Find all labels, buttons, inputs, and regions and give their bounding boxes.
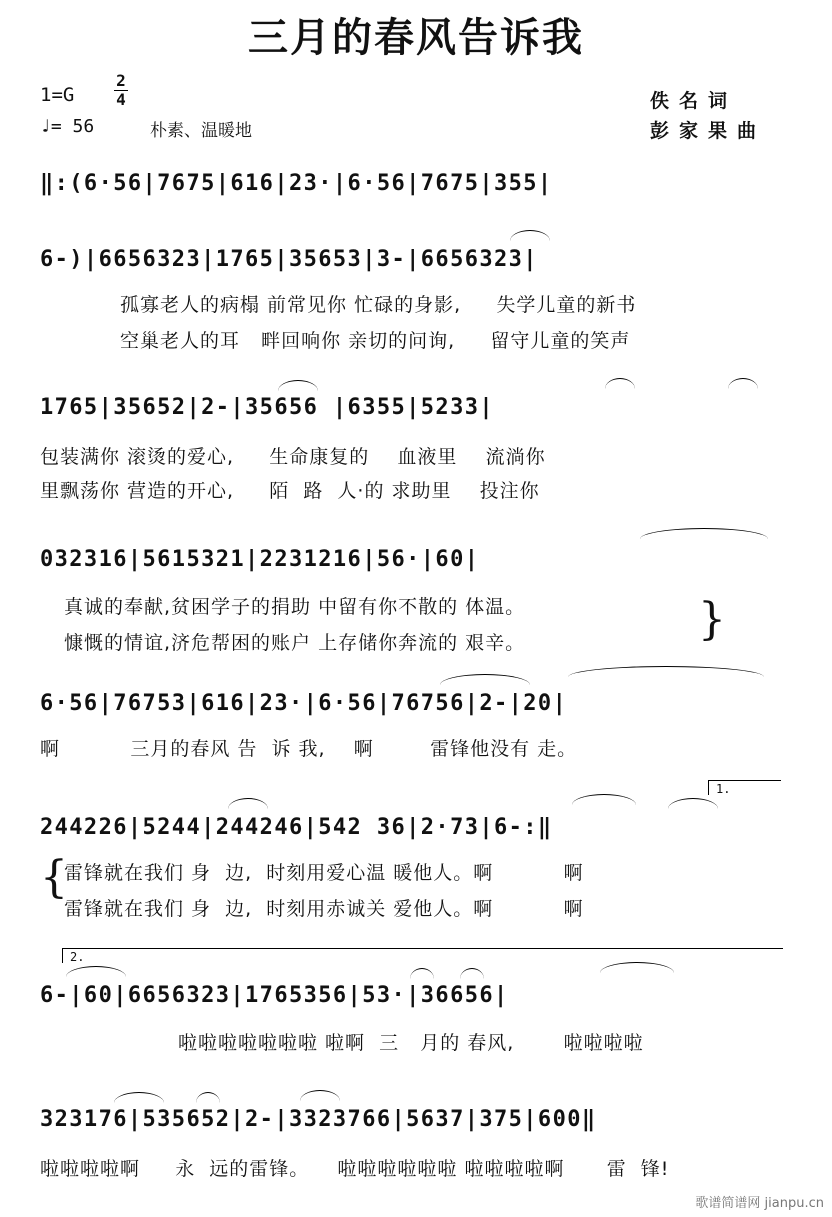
- slur-mark: [640, 528, 768, 539]
- brace-icon: }: [698, 594, 726, 645]
- lyric-row-3-verse-1: 包装满你 滚烫的爱心, 生命康复的 血液里 流淌你: [40, 446, 546, 468]
- slur-mark: [66, 966, 126, 977]
- notation-row-5: 6·56|76753|616|23·|6·56|76756|2-|20|: [40, 691, 568, 716]
- watermark: 歌谱简谱网 jianpu.cn: [695, 1196, 824, 1211]
- lyricist-credit: 佚名词: [650, 90, 738, 112]
- slur-mark: [460, 968, 484, 979]
- slur-mark: [300, 1090, 340, 1101]
- lyric-row-4-verse-2: 慷慨的情谊,济危帮困的账户 上存储你奔流的 艰辛。: [64, 632, 526, 654]
- slur-mark: [196, 1092, 220, 1103]
- slur-mark: [600, 962, 674, 973]
- slur-mark: [440, 674, 530, 685]
- notation-row-1: ‖:(6·56|7675|616|23·|6·56|7675|355|: [40, 171, 553, 196]
- slur-mark: [410, 968, 434, 979]
- lyric-row-6-verse-2: 雷锋就在我们 身 边, 时刻用赤诚关 爱他人。啊 啊: [64, 898, 584, 920]
- slur-mark: [114, 1092, 164, 1103]
- notation-row-7: 6-|60|6656323|1765356|53·|36656|: [40, 983, 509, 1008]
- brace-left-icon: {: [40, 852, 68, 903]
- slur-mark: [572, 794, 636, 805]
- volta-label-2: 2.: [70, 950, 85, 964]
- mood-marking: 朴素、温暖地: [150, 121, 252, 141]
- lyric-row-2-verse-1: 孤寡老人的病榻 前常见你 忙碌的身影, 失学儿童的新书: [120, 294, 637, 316]
- lyric-row-4-verse-1: 真诚的奉献,贫困学子的捐助 中留有你不散的 体温。: [64, 596, 526, 618]
- lyric-row-8: 啦啦啦啦啊 永 远的雷锋。 啦啦啦啦啦啦 啦啦啦啦啊 雷 锋!: [40, 1158, 670, 1180]
- lyric-row-6-verse-1: 雷锋就在我们 身 边, 时刻用爱心温 暖他人。啊 啊: [64, 862, 584, 884]
- lyric-row-7: 啦啦啦啦啦啦啦 啦啊 三 月的 春风, 啦啦啦啦: [178, 1032, 644, 1054]
- lyric-row-5: 啊 三月的春风 告 诉 我, 啊 雷锋他没有 走。: [40, 738, 578, 760]
- slur-mark: [278, 380, 318, 391]
- song-title: 三月的春风告诉我: [248, 15, 584, 61]
- time-signature-top: 2: [116, 71, 126, 90]
- tempo-marking: ♩= 56: [40, 116, 95, 137]
- time-signature-bottom: 4: [116, 90, 126, 109]
- lyric-row-3-verse-2: 里飘荡你 营造的开心, 陌 路 人·的 求助里 投注你: [40, 480, 540, 502]
- notation-row-3: 1765|35652|2-|35656 |6355|5233|: [40, 395, 494, 420]
- slur-mark: [605, 378, 635, 389]
- slur-mark: [510, 230, 550, 241]
- slur-mark: [568, 666, 764, 677]
- composer-credit: 彭家果曲: [650, 120, 767, 142]
- notation-row-8: 323176|535652|2-|3323766|5637|375|600‖: [40, 1107, 597, 1132]
- time-signature: [114, 72, 128, 109]
- lyric-row-2-verse-2: 空巢老人的耳 畔回响你 亲切的问询, 留守儿童的笑声: [120, 330, 631, 352]
- slur-mark: [728, 378, 758, 389]
- slur-mark: [668, 798, 718, 809]
- notation-row-4: 032316|5615321|2231216|56·|60|: [40, 547, 480, 572]
- key-signature: 1=G: [40, 84, 75, 106]
- volta-label-1: 1.: [716, 782, 731, 796]
- notation-row-6: 244226|5244|244246|542 36|2·73|6-:‖: [40, 815, 553, 840]
- notation-row-2: 6-)|6656323|1765|35653|3-|6656323|: [40, 247, 538, 272]
- volta-bracket-2: [62, 948, 783, 963]
- slur-mark: [228, 798, 268, 809]
